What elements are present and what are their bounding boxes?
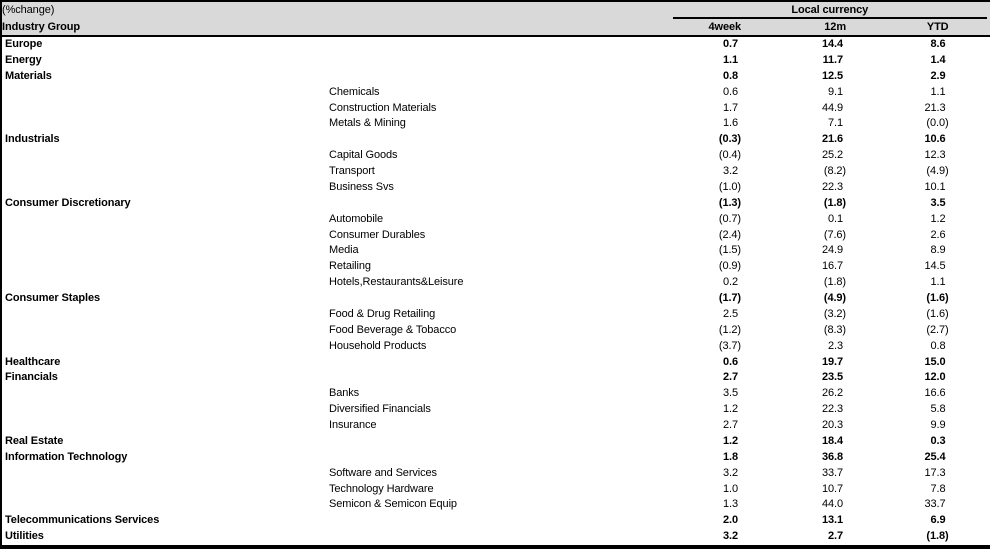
value-4week: 1.2 xyxy=(723,434,738,447)
value-ytd: 17.3 xyxy=(924,466,946,479)
table-row xyxy=(1,180,990,196)
industry-label: Metals & Mining xyxy=(329,117,406,130)
industry-label: Industrials xyxy=(5,133,60,146)
industry-label: Capital Goods xyxy=(329,149,398,162)
industry-label: Insurance xyxy=(329,419,377,431)
value-12m: (4.9) xyxy=(823,292,846,304)
value-ytd: (1.6) xyxy=(926,292,949,304)
value-ytd: 2.6 xyxy=(930,228,946,241)
industry-label: Chemicals xyxy=(329,85,380,98)
industry-label: Diversified Financials xyxy=(329,403,431,416)
value-4week: 1.1 xyxy=(723,53,738,66)
value-12m: 36.8 xyxy=(821,450,843,463)
table-row xyxy=(1,402,990,418)
industry-label: Telecommunications Services xyxy=(5,514,160,527)
value-4week: 3.2 xyxy=(723,530,738,543)
value-ytd: (4.9) xyxy=(926,165,949,177)
table-row xyxy=(1,434,990,450)
value-4week: 1.3 xyxy=(723,498,738,511)
industry-label: Retailing xyxy=(329,260,371,273)
value-12m: 19.7 xyxy=(821,355,843,368)
value-12m: (8.3) xyxy=(823,323,846,336)
value-12m: 10.7 xyxy=(821,482,843,495)
value-ytd: 10.6 xyxy=(924,133,946,146)
column-header-4week: 4week xyxy=(661,19,746,36)
value-4week: 1.2 xyxy=(723,403,738,416)
value-12m: 12.5 xyxy=(821,69,843,82)
value-4week: 0.7 xyxy=(723,38,738,50)
table-row xyxy=(1,101,990,117)
table-row xyxy=(1,418,990,434)
value-4week: 0.2 xyxy=(723,276,738,289)
value-12m: 2.7 xyxy=(828,530,843,543)
value-4week: 3.2 xyxy=(723,165,738,177)
value-ytd: 25.4 xyxy=(924,450,946,463)
value-12m: 44.0 xyxy=(821,498,843,511)
value-12m: (1.8) xyxy=(823,276,846,289)
value-ytd: 9.9 xyxy=(930,419,946,431)
table-row xyxy=(1,36,990,53)
value-12m: (3.2) xyxy=(823,307,846,320)
value-4week: (0.9) xyxy=(718,260,741,273)
value-12m: 21.6 xyxy=(821,133,843,146)
value-4week: 0.6 xyxy=(723,85,738,98)
value-ytd: (1.8) xyxy=(926,530,949,543)
value-12m: 25.2 xyxy=(821,149,843,162)
value-4week: (1.3) xyxy=(718,196,741,209)
value-12m: 14.4 xyxy=(821,38,843,50)
table-row xyxy=(1,529,990,547)
industry-label: Consumer Durables xyxy=(329,228,426,241)
table-head xyxy=(1,1,990,36)
value-4week: 2.7 xyxy=(723,419,738,431)
value-ytd: 6.9 xyxy=(930,514,946,527)
local-currency-label: Local currency xyxy=(673,3,987,19)
table-row xyxy=(1,513,990,529)
value-ytd: 3.5 xyxy=(930,196,946,209)
industry-label: Food & Drug Retailing xyxy=(329,307,436,320)
table-row xyxy=(1,228,990,244)
value-12m: (1.8) xyxy=(823,196,846,209)
table-row xyxy=(1,53,990,69)
value-4week: 2.5 xyxy=(723,307,738,320)
value-4week: 3.2 xyxy=(723,466,738,479)
value-4week: (0.7) xyxy=(718,212,741,225)
value-ytd: (0.0) xyxy=(926,117,949,130)
value-4week: (0.3) xyxy=(718,133,741,146)
value-12m: 20.3 xyxy=(821,419,843,431)
value-4week: (1.0) xyxy=(718,180,741,193)
industry-label: Media xyxy=(329,244,359,257)
industry-label: Information Technology xyxy=(5,450,128,463)
industry-label: Construction Materials xyxy=(329,101,437,114)
table-row xyxy=(1,386,990,402)
value-4week: (1.5) xyxy=(718,244,741,257)
value-4week: 2.0 xyxy=(723,514,738,527)
value-12m: 13.1 xyxy=(821,514,843,527)
table-row xyxy=(1,164,990,180)
value-12m: 44.9 xyxy=(821,101,843,114)
header-row-columns xyxy=(1,19,990,36)
local-currency-group-header xyxy=(661,1,990,19)
industry-label: Healthcare xyxy=(5,355,61,368)
industry-label: Materials xyxy=(5,69,52,82)
value-12m: 11.7 xyxy=(822,53,843,66)
table-row xyxy=(1,275,990,291)
value-ytd: 7.8 xyxy=(930,482,946,495)
industry-label: Semicon & Semicon Equip xyxy=(329,498,457,511)
value-4week: 2.7 xyxy=(723,371,738,384)
industry-label: Hotels,Restaurants&Leisure xyxy=(329,276,464,289)
industry-label: Energy xyxy=(5,53,42,66)
table-row xyxy=(1,355,990,371)
value-12m: 18.4 xyxy=(821,434,843,447)
value-12m: 16.7 xyxy=(821,260,843,273)
value-12m: 24.9 xyxy=(821,244,843,257)
industry-label: Food Beverage & Tobacco xyxy=(329,323,457,336)
value-ytd: 1.2 xyxy=(930,212,946,225)
table-row xyxy=(1,339,990,355)
value-4week: 0.6 xyxy=(723,355,738,368)
table-row xyxy=(1,196,990,212)
industry-label: Household Products xyxy=(329,339,427,352)
value-ytd: 33.7 xyxy=(924,498,946,511)
value-12m: 7.1 xyxy=(828,117,843,130)
value-4week: (1.2) xyxy=(718,323,741,336)
table-row xyxy=(1,370,990,386)
value-ytd: 12.0 xyxy=(924,371,946,384)
industry-label: Automobile xyxy=(329,212,384,225)
value-12m: 22.3 xyxy=(821,180,843,193)
table-row xyxy=(1,450,990,466)
industry-label: Business Svs xyxy=(329,180,394,193)
percent-change-label: (%change) xyxy=(1,1,661,19)
value-12m: 2.3 xyxy=(828,339,843,352)
value-ytd: 5.8 xyxy=(930,403,946,416)
industry-label: Banks xyxy=(329,387,360,400)
value-ytd: (2.7) xyxy=(926,323,949,336)
value-4week: 1.7 xyxy=(723,101,738,114)
industry-label: Europe xyxy=(5,38,43,50)
column-header-12m: 12m xyxy=(746,19,851,36)
value-ytd: (1.6) xyxy=(926,307,949,320)
industry-label: Real Estate xyxy=(5,434,64,447)
table-row xyxy=(1,291,990,307)
industry-label: Transport xyxy=(329,165,375,177)
value-ytd: 1.1 xyxy=(930,276,946,289)
table-row xyxy=(1,497,990,513)
industry-group-header: Industry Group xyxy=(1,19,661,36)
value-12m: (7.6) xyxy=(823,228,846,241)
value-12m: 23.5 xyxy=(821,371,843,384)
table-row xyxy=(1,116,990,132)
value-ytd: 8.9 xyxy=(930,244,946,257)
industry-label: Software and Services xyxy=(329,466,437,479)
table-row xyxy=(1,69,990,85)
value-12m: (8.2) xyxy=(823,165,846,177)
value-ytd: 1.1 xyxy=(930,85,946,98)
value-4week: 1.0 xyxy=(723,482,738,495)
value-ytd: 8.6 xyxy=(930,38,946,50)
industry-label: Financials xyxy=(5,371,58,384)
value-12m: 22.3 xyxy=(821,403,843,416)
industry-label: Consumer Discretionary xyxy=(5,196,131,209)
value-ytd: 0.3 xyxy=(930,434,946,447)
table-row xyxy=(1,307,990,323)
value-4week: 1.6 xyxy=(723,117,738,130)
industry-label: Consumer Staples xyxy=(5,292,100,304)
table-body xyxy=(1,36,990,547)
table-row xyxy=(1,482,990,498)
table-row xyxy=(1,323,990,339)
value-12m: 33.7 xyxy=(821,466,843,479)
column-header-ytd: YTD xyxy=(851,19,990,36)
industry-label: Technology Hardware xyxy=(329,482,434,495)
value-ytd: 1.4 xyxy=(930,53,946,66)
value-4week: (0.4) xyxy=(718,149,741,162)
value-4week: (1.7) xyxy=(718,292,741,304)
value-ytd: 16.6 xyxy=(924,387,946,400)
value-4week: 3.5 xyxy=(723,387,738,400)
value-ytd: 12.3 xyxy=(924,149,946,162)
value-4week: (2.4) xyxy=(718,228,741,241)
value-ytd: 10.1 xyxy=(924,180,946,193)
value-ytd: 2.9 xyxy=(930,69,946,82)
value-ytd: 14.5 xyxy=(924,260,946,273)
table-row xyxy=(1,148,990,164)
value-12m: 0.1 xyxy=(828,212,843,225)
value-12m: 26.2 xyxy=(821,387,843,400)
table-row xyxy=(1,243,990,259)
value-ytd: 15.0 xyxy=(924,355,946,368)
value-4week: 1.8 xyxy=(723,450,738,463)
value-4week: 0.8 xyxy=(723,69,738,82)
table-row xyxy=(1,85,990,101)
industry-label: Utilities xyxy=(5,530,44,543)
header-row-group xyxy=(1,1,990,19)
value-12m: 9.1 xyxy=(828,85,843,98)
value-ytd: 0.8 xyxy=(930,339,946,352)
table-row xyxy=(1,259,990,275)
table-row xyxy=(1,212,990,228)
value-4week: (3.7) xyxy=(718,339,741,352)
table-row xyxy=(1,466,990,482)
table-row xyxy=(1,132,990,148)
value-ytd: 21.3 xyxy=(924,101,946,114)
